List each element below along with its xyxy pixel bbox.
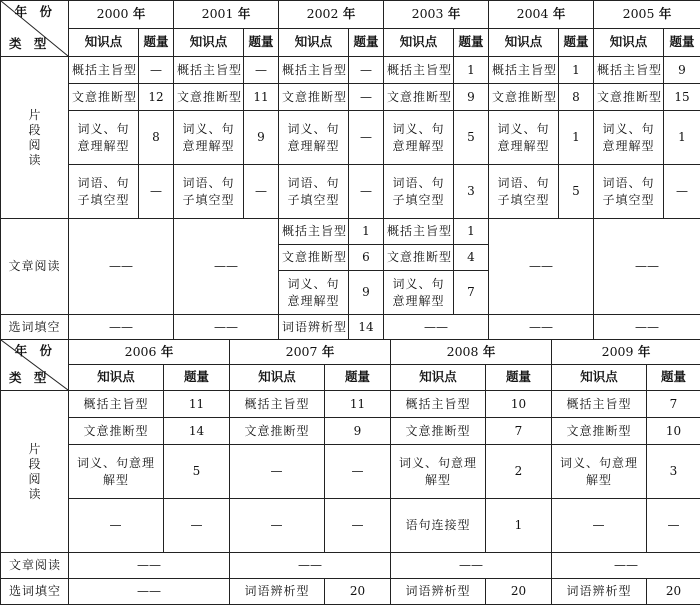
year-suffix: 年 xyxy=(132,6,146,22)
year-suffix: 年 xyxy=(552,6,566,22)
knowledge-point-cell: 词义、句意理解型 xyxy=(384,271,454,315)
table-row xyxy=(1,553,700,579)
knowledge-point-header: 知识点 xyxy=(69,29,139,57)
empty-cell: —— xyxy=(69,579,230,605)
exam-stats-table-2006-2009 xyxy=(0,339,700,605)
year-number: 2000 xyxy=(96,6,129,22)
year-label: 年 份 xyxy=(14,343,56,358)
knowledge-point-cell: 文意推断型 xyxy=(279,245,349,271)
empty-cell: —— xyxy=(552,553,700,579)
year-suffix: 年 xyxy=(321,343,335,359)
count-cell: 12 xyxy=(139,84,174,111)
year-number: 2007 xyxy=(285,343,318,359)
count-cell: 3 xyxy=(454,165,489,219)
count-cell: 14 xyxy=(349,315,384,340)
knowledge-point-cell: 词语、句子填空型 xyxy=(594,165,664,219)
empty-cell: —— xyxy=(230,553,391,579)
year-number: 2009 xyxy=(601,343,634,359)
count-cell: 14 xyxy=(164,418,230,445)
year-header xyxy=(489,1,594,29)
table-row xyxy=(1,499,700,553)
count-cell: 1 xyxy=(349,219,384,245)
knowledge-point-cell: 概括主旨型 xyxy=(384,57,454,84)
knowledge-point-cell: 文意推断型 xyxy=(69,84,139,111)
knowledge-point-header: 知识点 xyxy=(552,365,647,391)
knowledge-point-cell: 文意推断型 xyxy=(391,418,486,445)
year-header xyxy=(69,340,230,365)
count-cell: 20 xyxy=(647,579,700,605)
year-header xyxy=(230,340,391,365)
count-header: 题量 xyxy=(559,29,594,57)
knowledge-point-cell: 词语、句子填空型 xyxy=(489,165,559,219)
count-cell: 5 xyxy=(559,165,594,219)
knowledge-point-header: 知识点 xyxy=(489,29,559,57)
count-cell: — xyxy=(349,111,384,165)
empty-cell: —— xyxy=(489,315,594,340)
count-cell: — xyxy=(664,165,700,219)
count-cell: 1 xyxy=(454,219,489,245)
knowledge-point-cell: 概括主旨型 xyxy=(69,391,164,418)
knowledge-point-cell: 文意推断型 xyxy=(489,84,559,111)
year-header xyxy=(384,1,489,29)
year-number: 2004 xyxy=(516,6,549,22)
table-row xyxy=(1,84,700,111)
count-header: 题量 xyxy=(139,29,174,57)
knowledge-point-cell: 词义、句意理解型 xyxy=(279,111,349,165)
type-label: 类 型 xyxy=(9,36,51,52)
table-row xyxy=(1,219,700,245)
category-article-reading: 文章阅读 xyxy=(1,219,69,315)
count-cell: 8 xyxy=(559,84,594,111)
knowledge-point-cell: 词义、句意理解型 xyxy=(552,445,647,499)
count-cell: 11 xyxy=(244,84,279,111)
count-cell: 11 xyxy=(325,391,391,418)
corner-header-cell xyxy=(1,1,69,57)
count-cell: — xyxy=(244,165,279,219)
knowledge-point-cell: 文意推断型 xyxy=(384,245,454,271)
table-row xyxy=(1,315,700,340)
count-cell: 1 xyxy=(559,57,594,84)
knowledge-point-cell: 概括主旨型 xyxy=(552,391,647,418)
empty-cell: —— xyxy=(174,315,279,340)
year-number: 2006 xyxy=(124,343,157,359)
year-number: 2002 xyxy=(306,6,339,22)
knowledge-point-cell: — xyxy=(230,499,325,553)
type-label: 类 型 xyxy=(9,370,51,386)
knowledge-point-cell: 概括主旨型 xyxy=(279,219,349,245)
year-suffix: 年 xyxy=(342,6,356,22)
count-cell: 9 xyxy=(454,84,489,111)
knowledge-point-cell: 概括主旨型 xyxy=(489,57,559,84)
knowledge-point-cell: 词义、句意理解型 xyxy=(69,445,164,499)
knowledge-point-cell: 词义、句意理解型 xyxy=(391,445,486,499)
count-header: 题量 xyxy=(454,29,489,57)
empty-cell: —— xyxy=(489,219,594,315)
knowledge-point-cell: 文意推断型 xyxy=(594,84,664,111)
knowledge-point-cell: — xyxy=(69,499,164,553)
count-header: 题量 xyxy=(664,29,700,57)
knowledge-point-cell: 概括主旨型 xyxy=(391,391,486,418)
category-fragment-reading xyxy=(1,391,69,553)
count-cell: 5 xyxy=(164,445,230,499)
count-cell: 20 xyxy=(486,579,552,605)
count-cell: 5 xyxy=(454,111,489,165)
knowledge-point-cell: 文意推断型 xyxy=(174,84,244,111)
count-cell: 8 xyxy=(139,111,174,165)
knowledge-point-cell: 概括主旨型 xyxy=(69,57,139,84)
year-number: 2008 xyxy=(446,343,479,359)
count-header: 题量 xyxy=(349,29,384,57)
count-cell: — xyxy=(244,57,279,84)
empty-cell: —— xyxy=(69,219,174,315)
knowledge-point-header: 知识点 xyxy=(391,365,486,391)
year-number: 2005 xyxy=(622,6,655,22)
knowledge-point-header: 知识点 xyxy=(384,29,454,57)
knowledge-point-header: 知识点 xyxy=(174,29,244,57)
knowledge-point-cell: 概括主旨型 xyxy=(594,57,664,84)
knowledge-point-cell: 词义、句意理解型 xyxy=(384,111,454,165)
count-cell: — xyxy=(349,84,384,111)
knowledge-point-cell: 概括主旨型 xyxy=(279,57,349,84)
knowledge-point-cell: 词语辨析型 xyxy=(391,579,486,605)
category-cloze: 选词填空 xyxy=(1,315,69,340)
knowledge-point-cell: — xyxy=(230,445,325,499)
year-suffix: 年 xyxy=(447,6,461,22)
count-cell: 15 xyxy=(664,84,700,111)
category-label: 片段阅读 xyxy=(28,107,41,167)
table-row xyxy=(1,57,700,84)
year-header xyxy=(594,1,700,29)
year-header xyxy=(174,1,279,29)
count-cell: — xyxy=(325,445,391,499)
category-cloze: 选词填空 xyxy=(1,579,69,605)
knowledge-point-cell: 文意推断型 xyxy=(230,418,325,445)
knowledge-point-cell: 语句连接型 xyxy=(391,499,486,553)
empty-cell: —— xyxy=(391,553,552,579)
knowledge-point-cell: 词语、句子填空型 xyxy=(279,165,349,219)
knowledge-point-cell: 词义、句意理解型 xyxy=(279,271,349,315)
count-header: 题量 xyxy=(647,365,700,391)
category-label: 片段阅读 xyxy=(28,441,41,501)
knowledge-point-cell: 文意推断型 xyxy=(69,418,164,445)
count-cell: 7 xyxy=(647,391,700,418)
year-header-row xyxy=(1,1,700,29)
count-cell: 1 xyxy=(559,111,594,165)
year-header xyxy=(391,340,552,365)
count-header: 题量 xyxy=(486,365,552,391)
count-cell: 11 xyxy=(164,391,230,418)
count-cell: — xyxy=(139,165,174,219)
knowledge-point-cell: 文意推断型 xyxy=(279,84,349,111)
column-header-row xyxy=(1,29,700,57)
empty-cell: —— xyxy=(594,315,700,340)
count-cell: — xyxy=(349,57,384,84)
count-cell: 9 xyxy=(664,57,700,84)
count-cell: 10 xyxy=(647,418,700,445)
knowledge-point-header: 知识点 xyxy=(279,29,349,57)
knowledge-point-cell: 词语、句子填空型 xyxy=(69,165,139,219)
table-row xyxy=(1,418,700,445)
category-article-reading: 文章阅读 xyxy=(1,553,69,579)
empty-cell: —— xyxy=(384,315,489,340)
year-header-row xyxy=(1,340,700,365)
count-cell: — xyxy=(139,57,174,84)
knowledge-point-cell: 概括主旨型 xyxy=(230,391,325,418)
knowledge-point-cell: 词义、句意理解型 xyxy=(174,111,244,165)
knowledge-point-cell: 词义、句意理解型 xyxy=(489,111,559,165)
year-header xyxy=(552,340,700,365)
count-cell: 1 xyxy=(486,499,552,553)
knowledge-point-cell: 词义、句意理解型 xyxy=(69,111,139,165)
count-cell: 9 xyxy=(244,111,279,165)
count-header: 题量 xyxy=(164,365,230,391)
table-row xyxy=(1,445,700,499)
count-cell: 20 xyxy=(325,579,391,605)
year-header xyxy=(279,1,384,29)
knowledge-point-cell: 概括主旨型 xyxy=(384,219,454,245)
knowledge-point-header: 知识点 xyxy=(594,29,664,57)
knowledge-point-cell: 概括主旨型 xyxy=(174,57,244,84)
knowledge-point-cell: 文意推断型 xyxy=(384,84,454,111)
year-suffix: 年 xyxy=(637,343,651,359)
count-cell: — xyxy=(647,499,700,553)
year-suffix: 年 xyxy=(482,343,496,359)
count-cell: 2 xyxy=(486,445,552,499)
table-row xyxy=(1,111,700,165)
knowledge-point-cell: 词语辨析型 xyxy=(552,579,647,605)
empty-cell: —— xyxy=(69,315,174,340)
year-number: 2003 xyxy=(411,6,444,22)
knowledge-point-header: 知识点 xyxy=(69,365,164,391)
knowledge-point-cell: 文意推断型 xyxy=(552,418,647,445)
count-cell: 1 xyxy=(454,57,489,84)
year-suffix: 年 xyxy=(160,343,174,359)
knowledge-point-cell: 词义、句意理解型 xyxy=(594,111,664,165)
year-suffix: 年 xyxy=(237,6,251,22)
empty-cell: —— xyxy=(174,219,279,315)
category-fragment-reading xyxy=(1,57,69,219)
year-number: 2001 xyxy=(201,6,234,22)
count-cell: 9 xyxy=(349,271,384,315)
count-cell: — xyxy=(164,499,230,553)
empty-cell: —— xyxy=(69,553,230,579)
count-cell: 1 xyxy=(664,111,700,165)
count-cell: 4 xyxy=(454,245,489,271)
knowledge-point-cell: 词语、句子填空型 xyxy=(384,165,454,219)
count-cell: 7 xyxy=(454,271,489,315)
year-label: 年 份 xyxy=(14,4,56,19)
knowledge-point-cell: 词语、句子填空型 xyxy=(174,165,244,219)
year-suffix: 年 xyxy=(658,6,672,22)
count-cell: 3 xyxy=(647,445,700,499)
count-header: 题量 xyxy=(244,29,279,57)
year-header xyxy=(69,1,174,29)
count-cell: 6 xyxy=(349,245,384,271)
count-cell: — xyxy=(349,165,384,219)
column-header-row xyxy=(1,365,700,391)
count-header: 题量 xyxy=(325,365,391,391)
knowledge-point-cell: — xyxy=(552,499,647,553)
knowledge-point-header: 知识点 xyxy=(230,365,325,391)
count-cell: 10 xyxy=(486,391,552,418)
count-cell: 9 xyxy=(325,418,391,445)
table-row xyxy=(1,579,700,605)
empty-cell: —— xyxy=(594,219,700,315)
table-row xyxy=(1,165,700,219)
count-cell: — xyxy=(325,499,391,553)
table-row xyxy=(1,391,700,418)
corner-header-cell xyxy=(1,340,69,391)
knowledge-point-cell: 词语辨析型 xyxy=(230,579,325,605)
count-cell: 7 xyxy=(486,418,552,445)
knowledge-point-cell: 词语辨析型 xyxy=(279,315,349,340)
